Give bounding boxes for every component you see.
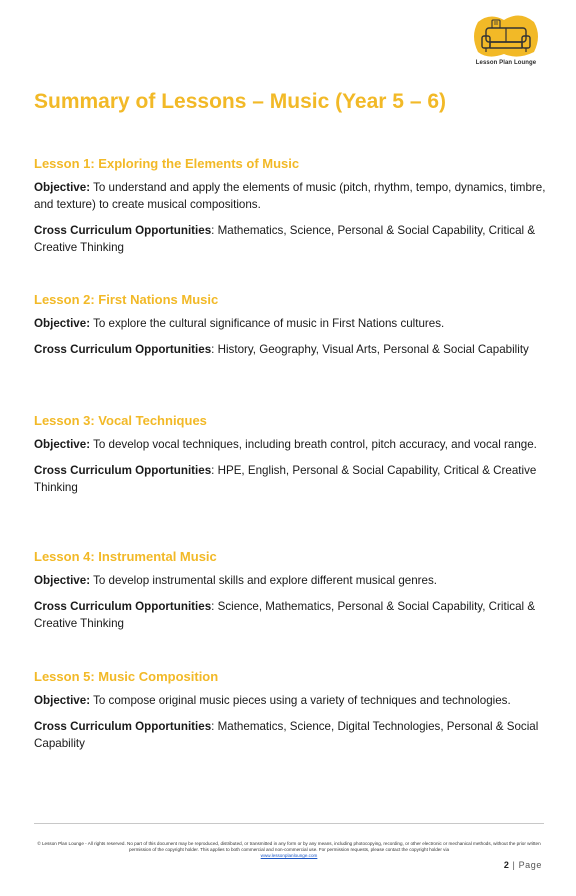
lesson-cross-curriculum [34, 598, 546, 632]
lesson-cross-curriculum [34, 462, 546, 496]
objective-text: To compose original music pieces using a variety of techniques and technologies. [90, 694, 511, 707]
footer-divider [34, 823, 544, 824]
page-number [504, 860, 542, 870]
lesson-title: Lesson 5: Music Composition [34, 669, 219, 684]
page-title: Summary of Lessons – Music (Year 5 – 6) [34, 90, 447, 113]
objective-text: To develop vocal techniques, including breath control, pitch accuracy, and vocal range. [90, 438, 537, 451]
lesson-objective [34, 179, 546, 213]
website-link[interactable]: www.lessonplanlounge.com [260, 853, 318, 858]
lesson-objective [34, 692, 546, 709]
lesson-title: Lesson 1: Exploring the Elements of Music [34, 156, 300, 171]
lesson-objective [34, 572, 546, 589]
lesson-section-3 [34, 413, 546, 505]
cross-curriculum-text: : HPE, English, Personal & Social Capability, Critical & Creative Thinking [34, 464, 537, 494]
lesson-section-4 [34, 549, 546, 641]
objective-label: Objective: [34, 181, 91, 194]
cross-curriculum-label: Cross Curriculum Opportunities [34, 464, 212, 477]
objective-label: Objective: [34, 574, 91, 587]
lesson-objective [34, 436, 546, 453]
cross-curriculum-text: : Science, Mathematics, Personal & Social Capability, Critical & Creative Thinking [34, 600, 536, 630]
objective-text: To understand and apply the elements of music (pitch, rhythm, tempo, dynamics, timbre, and texture) to create musical compositions. [34, 181, 546, 211]
objective-label: Objective: [34, 438, 91, 451]
page-number-label: Page [518, 860, 542, 870]
cross-curriculum-text: : Mathematics, Science, Digital Technologies, Personal & Social Capability [34, 720, 539, 750]
copyright-text: © Lesson Plan Lounge - All rights reserved. No part of this document may be reproduced, distributed, or transmitted in any form or by any means, including photocopying, recording, or other electronic or mechanical methods, without the prior written permission of the copyright holder. This applies to both commercial and non-commercial use. For permission requests, please contact the copyright holder via [37, 841, 541, 852]
lesson-cross-curriculum [34, 718, 546, 752]
cross-curriculum-text: : Mathematics, Science, Personal & Social Capability, Critical & Creative Thinking [34, 224, 536, 254]
logo-text: Lesson Plan Lounge [475, 60, 537, 66]
lesson-section-2 [34, 292, 546, 367]
objective-label: Objective: [34, 317, 91, 330]
cross-curriculum-label: Cross Curriculum Opportunities [34, 600, 212, 613]
lesson-cross-curriculum [34, 222, 546, 256]
copyright-notice [36, 841, 542, 859]
objective-label: Objective: [34, 694, 91, 707]
lesson-section-5 [34, 669, 546, 761]
page-number-value: 2 [503, 860, 510, 870]
lesson-section-1 [34, 156, 546, 265]
cross-curriculum-text: : History, Geography, Visual Arts, Personal & Social Capability [211, 343, 529, 356]
cross-curriculum-label: Cross Curriculum Opportunities [34, 343, 212, 356]
sofa-logo-icon [470, 14, 542, 60]
lesson-title: Lesson 3: Vocal Techniques [34, 413, 207, 428]
cross-curriculum-label: Cross Curriculum Opportunities [34, 224, 212, 237]
lesson-cross-curriculum [34, 341, 546, 358]
lesson-objective [34, 315, 546, 332]
cross-curriculum-label: Cross Curriculum Opportunities [34, 720, 212, 733]
brand-logo [470, 14, 542, 72]
objective-text: To explore the cultural significance of music in First Nations cultures. [90, 317, 445, 330]
page-number-separator: | [509, 860, 519, 870]
objective-text: To develop instrumental skills and explore different musical genres. [90, 574, 437, 587]
lesson-title: Lesson 4: Instrumental Music [34, 549, 217, 564]
lesson-title: Lesson 2: First Nations Music [34, 292, 219, 307]
